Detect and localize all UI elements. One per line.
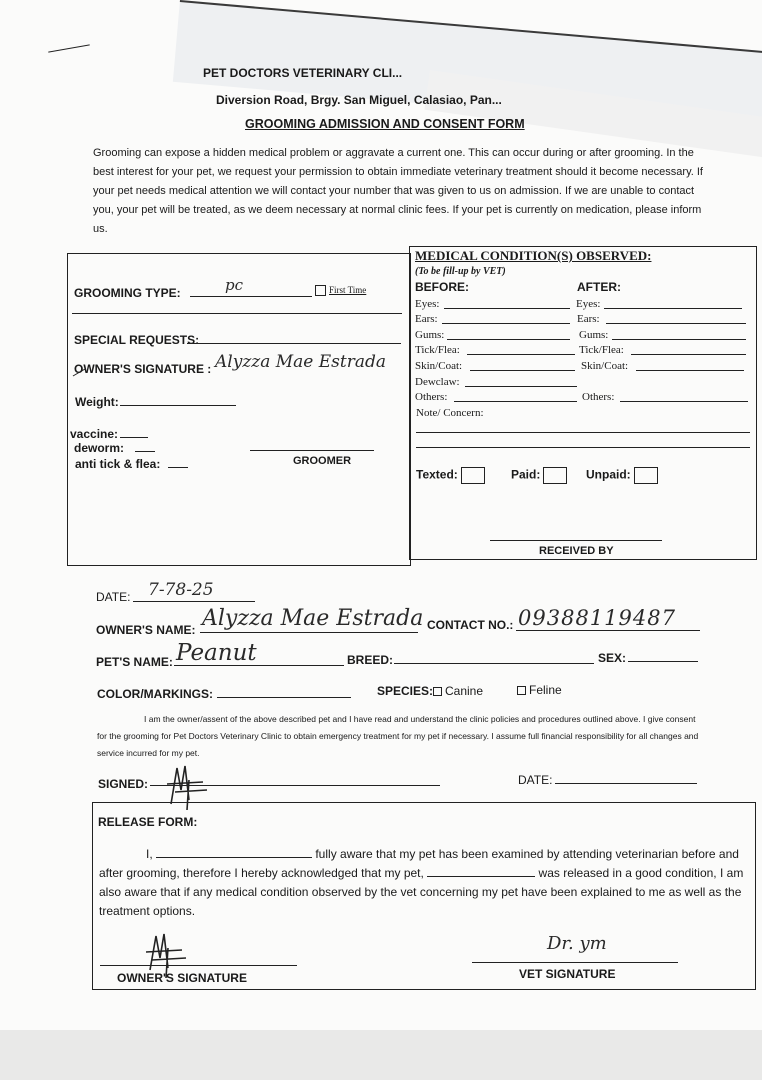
before-dewclaw-label: Dewclaw: bbox=[415, 376, 460, 388]
owner-name-field[interactable] bbox=[200, 632, 418, 633]
feline-label: Feline bbox=[529, 683, 562, 697]
note-label: Note/ Concern: bbox=[416, 407, 484, 419]
after-tick-field[interactable] bbox=[631, 354, 746, 355]
unpaid-checkbox[interactable] bbox=[634, 467, 658, 484]
before-ears-field[interactable] bbox=[442, 323, 570, 324]
owner-name-value: Alyzza Mae Estrada bbox=[202, 606, 424, 631]
before-eyes-field[interactable] bbox=[444, 308, 570, 309]
color-field[interactable] bbox=[217, 697, 351, 698]
weight-label: Weight: bbox=[75, 395, 119, 409]
contact-field[interactable] bbox=[516, 630, 700, 631]
owner-sig-label: OWNER'S SIGNATURE bbox=[117, 971, 247, 985]
medical-subtitle: (To be fill-up by VET) bbox=[415, 266, 506, 277]
before-label: BEFORE: bbox=[415, 280, 469, 294]
before-skin-field[interactable] bbox=[470, 370, 575, 371]
after-eyes-label: Eyes: bbox=[576, 298, 601, 310]
sex-field[interactable] bbox=[628, 661, 698, 662]
vaccine-label: vaccine: bbox=[70, 427, 119, 441]
feline-option[interactable] bbox=[517, 683, 562, 697]
color-label: COLOR/MARKINGS: bbox=[97, 687, 213, 701]
texted-option[interactable] bbox=[416, 467, 485, 484]
release-title: RELEASE FORM: bbox=[98, 815, 198, 829]
received-by-label: RECEIVED BY bbox=[539, 545, 614, 557]
breed-label: BREED: bbox=[347, 653, 394, 667]
species-label: SPECIES: bbox=[377, 684, 434, 698]
contact-label: CONTACT NO.: bbox=[427, 618, 514, 632]
after-gums-field[interactable] bbox=[612, 339, 746, 340]
contact-value: 09388119487 bbox=[518, 606, 676, 630]
intro-paragraph: Grooming can expose a hidden medical problem or aggravate a current one. This can occur during or after grooming. In the best interest for your pet, we request your permission to obtain immediate veterinary treatment should it become necessary. If your pet needs medical attention we will contact your number that was given to us on admission. If we are unable to contact you, your pet will be treated, as we deem necessary at normal clinic fees. If your pet is currently on medication, please inform us. bbox=[93, 147, 703, 235]
first-time-checkbox[interactable] bbox=[315, 285, 326, 296]
date-value: 7-78-25 bbox=[148, 580, 214, 600]
release-name-field[interactable] bbox=[156, 846, 312, 858]
vet-signature-line[interactable] bbox=[472, 962, 678, 963]
paid-option[interactable] bbox=[511, 467, 567, 484]
scan-margin bbox=[0, 1030, 762, 1080]
first-time-label: First Time bbox=[329, 285, 367, 295]
feline-checkbox[interactable] bbox=[517, 686, 526, 695]
after-tick-label: Tick/Flea: bbox=[579, 344, 624, 356]
sex-label: SEX: bbox=[598, 651, 627, 665]
medical-title: MEDICAL CONDITION(S) OBSERVED: bbox=[415, 248, 652, 263]
canine-option[interactable] bbox=[433, 684, 483, 698]
unpaid-option[interactable] bbox=[586, 467, 658, 484]
note-line-1[interactable] bbox=[416, 432, 750, 433]
vet-signature-value: Dr. ym bbox=[547, 933, 607, 954]
anti-tick-field[interactable] bbox=[168, 467, 188, 468]
paid-label: Paid: bbox=[511, 467, 541, 482]
before-tick-label: Tick/Flea: bbox=[415, 344, 460, 356]
signed-label: SIGNED: bbox=[98, 777, 149, 791]
after-ears-field[interactable] bbox=[606, 323, 746, 324]
owner-signature-value: Alyzza Mae Estrada bbox=[215, 352, 387, 372]
after-eyes-field[interactable] bbox=[604, 308, 742, 309]
breed-field[interactable] bbox=[394, 663, 594, 664]
before-dewclaw-field[interactable] bbox=[465, 386, 577, 387]
note-line-2[interactable] bbox=[416, 447, 750, 448]
clinic-address: Diversion Road, Brgy. San Miguel, Calasiao, Pan... bbox=[216, 93, 502, 107]
release-text-2: fully aware that my pet has been examined by attending veterinarian before and after grooming, therefore I hereby acknowledged that my pet, bbox=[99, 847, 739, 880]
before-skin-label: Skin/Coat: bbox=[415, 360, 463, 372]
received-by-line[interactable] bbox=[490, 540, 662, 541]
before-gums-field[interactable] bbox=[447, 339, 570, 340]
after-gums-label: Gums: bbox=[579, 329, 609, 341]
canine-label: Canine bbox=[445, 684, 484, 698]
owner-signature-label: OWNER'S SIGNATURE : bbox=[74, 362, 212, 376]
grooming-type-value: pc bbox=[225, 276, 244, 294]
form-title: GROOMING ADMISSION AND CONSENT FORM bbox=[245, 117, 525, 131]
canine-checkbox[interactable] bbox=[433, 687, 442, 696]
before-tick-field[interactable] bbox=[467, 354, 575, 355]
paid-checkbox[interactable] bbox=[543, 467, 567, 484]
after-ears-label: Ears: bbox=[577, 313, 600, 325]
anti-tick-label: anti tick & flea: bbox=[75, 457, 161, 471]
grooming-type-label: GROOMING TYPE: bbox=[74, 286, 181, 300]
before-eyes-label: Eyes: bbox=[415, 298, 440, 310]
deworm-label: deworm: bbox=[74, 441, 125, 455]
after-label: AFTER: bbox=[577, 280, 621, 294]
clinic-name: PET DOCTORS VETERINARY CLI... bbox=[203, 66, 403, 80]
release-text-1: I, bbox=[146, 847, 157, 861]
owner-signature-line[interactable] bbox=[100, 965, 297, 966]
grooming-type-field[interactable] bbox=[190, 296, 312, 297]
date2-label: DATE: bbox=[518, 773, 553, 787]
after-others-label: Others: bbox=[582, 391, 615, 403]
release-text-3: was released in a good condition, I am also aware that if any medical condition observed by the vet concerning my pet have been explained to me as well as the treatment options. bbox=[99, 866, 744, 918]
release-pet-field[interactable] bbox=[427, 865, 535, 877]
texted-checkbox[interactable] bbox=[461, 467, 485, 484]
after-skin-label: Skin/Coat: bbox=[581, 360, 629, 372]
deworm-field[interactable] bbox=[135, 451, 155, 452]
pet-name-value: Peanut bbox=[176, 640, 257, 666]
after-others-field[interactable] bbox=[620, 401, 748, 402]
texted-label: Texted: bbox=[416, 467, 458, 482]
before-gums-label: Gums: bbox=[415, 329, 445, 341]
vet-sig-label: VET SIGNATURE bbox=[519, 967, 616, 981]
date-label: DATE: bbox=[96, 590, 131, 604]
unpaid-label: Unpaid: bbox=[586, 467, 631, 482]
groomer-label: GROOMER bbox=[293, 455, 352, 467]
owner-name-label: OWNER'S NAME: bbox=[96, 623, 196, 637]
special-requests-field[interactable] bbox=[187, 343, 401, 344]
pet-name-label: PET'S NAME: bbox=[96, 655, 173, 669]
date-field[interactable] bbox=[133, 601, 255, 602]
special-requests-label: SPECIAL REQUESTS: bbox=[74, 333, 200, 347]
before-ears-label: Ears: bbox=[415, 313, 438, 325]
vaccine-field[interactable] bbox=[120, 437, 148, 438]
consent-text: I am the owner/assent of the above described pet and I have read and understand the clinic policies and procedures outlined above. I give consent for the grooming for Pet Doctors Veterinary Clinic to obtain emergency treatment for my pet if necessary. I assume full financial responsibility for all changes and service incurred for my pet. bbox=[97, 714, 699, 758]
date2-field[interactable] bbox=[555, 783, 697, 784]
first-time-option[interactable] bbox=[315, 285, 366, 296]
after-skin-field[interactable] bbox=[636, 370, 744, 371]
weight-field[interactable] bbox=[120, 405, 236, 406]
before-others-field[interactable] bbox=[454, 401, 577, 402]
before-others-label: Others: bbox=[415, 391, 448, 403]
release-paragraph bbox=[99, 845, 751, 921]
groomer-signature-line[interactable] bbox=[250, 450, 374, 451]
grooming-type-line-2 bbox=[72, 313, 402, 314]
